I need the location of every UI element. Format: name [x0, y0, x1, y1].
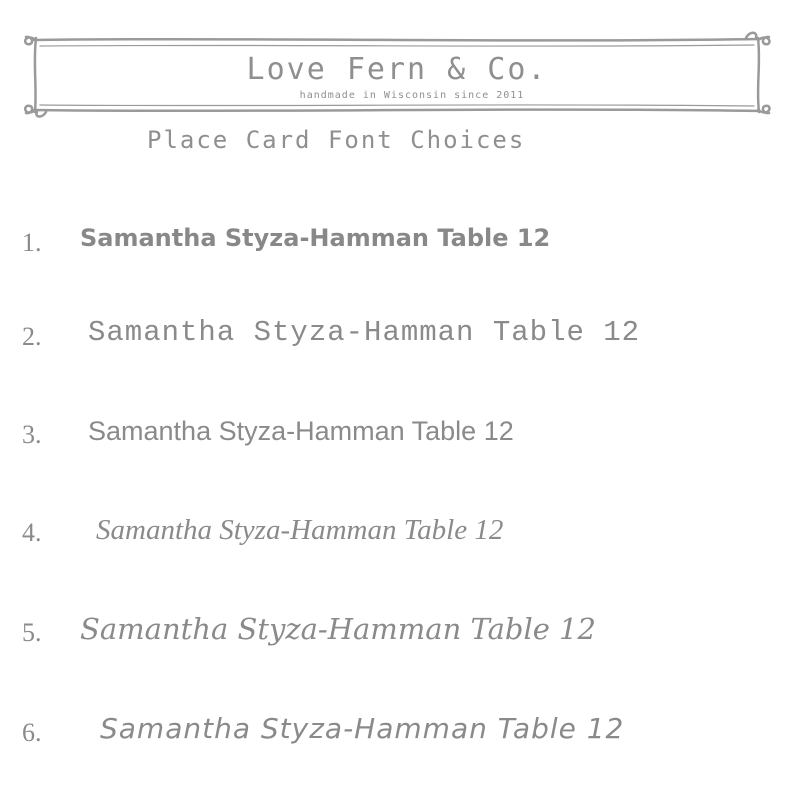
choice-number: 3.: [22, 420, 42, 449]
brand-name: Love Fern & Co.: [246, 52, 548, 87]
font-sample-text: Samantha Styza-Hamman Table 12: [88, 316, 641, 349]
brand-tagline: handmade in Wisconsin since 2011: [299, 90, 525, 101]
font-sample-text: Samantha Styza-Hamman Table 12: [88, 416, 514, 446]
font-choice-row: [0, 710, 794, 770]
font-choice-row: [0, 414, 794, 474]
font-choice-row: [0, 612, 794, 672]
font-choice-row: [0, 512, 794, 572]
font-sample-text: Samantha Styza-Hamman Table 12: [96, 514, 504, 546]
font-sample-text: Samantha Styza-Hamman Table 12: [80, 612, 596, 646]
choice-number: 1.: [22, 228, 42, 257]
font-sample-text: Samantha Styza-Hamman Table 12: [100, 712, 625, 745]
font-sample-text: Samantha Styza-Hamman Table 12: [80, 224, 551, 252]
choice-number: 6.: [22, 718, 42, 747]
font-choice-row: [0, 222, 794, 282]
page-title: Place Card Font Choices: [147, 126, 526, 154]
choice-number: 2.: [22, 322, 42, 351]
choice-number: 5.: [22, 618, 42, 647]
font-choice-row: [0, 314, 794, 374]
choice-number: 4.: [22, 518, 42, 547]
